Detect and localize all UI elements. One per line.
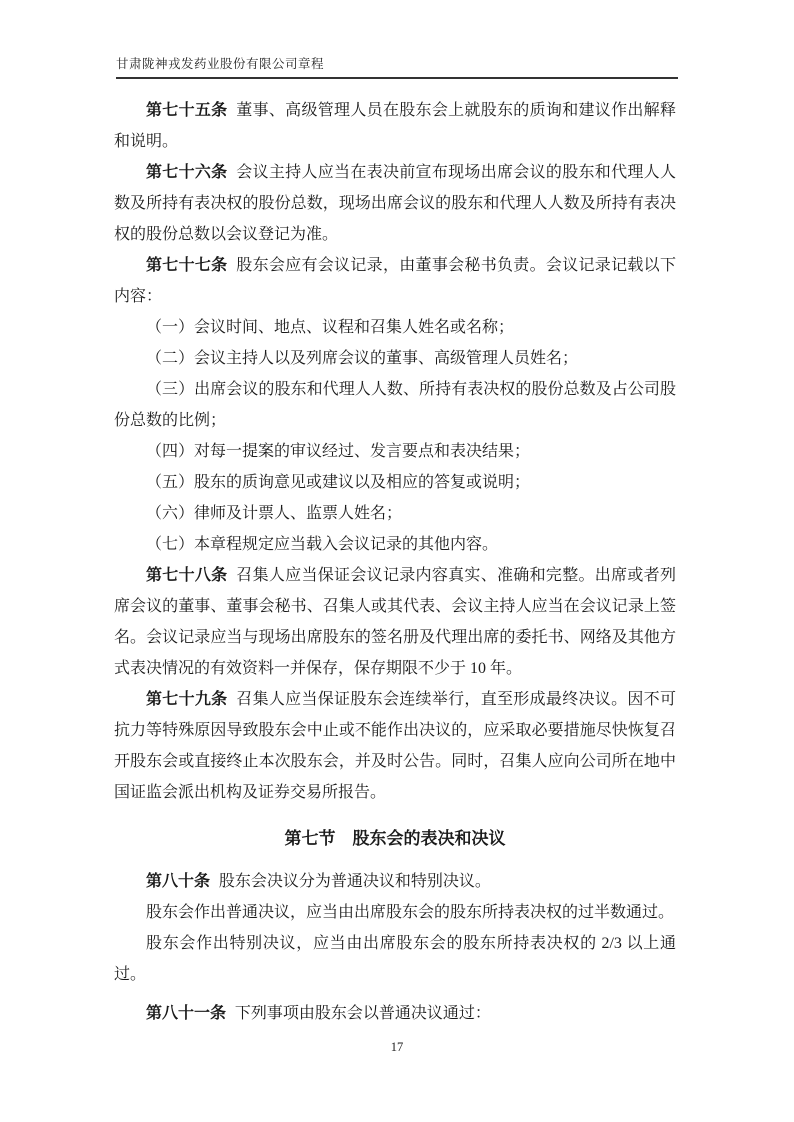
article-75-number: 第七十五条 <box>146 102 228 119</box>
article-79-number: 第七十九条 <box>146 691 228 708</box>
record-item-3: （三）出席会议的股东和代理人人数、所持有表决权的股份总数及占公司股份总数的比例； <box>114 381 676 429</box>
record-item-5: （五）股东的质询意见或建议以及相应的答复或说明； <box>146 474 531 491</box>
article-75-text: 董事、高级管理人员在股东会上就股东的质询和建议作出解释和说明。 <box>114 102 676 150</box>
article-81-number: 第八十一条 <box>146 1005 227 1022</box>
article-78-number: 第七十八条 <box>146 567 228 584</box>
record-item-6: （六）律师及计票人、监票人姓名； <box>146 505 403 522</box>
article-77-paragraph <box>114 250 676 312</box>
article-80-paragraph <box>114 866 676 897</box>
article-80-text: 股东会决议分为普通决议和特别决议。 <box>218 873 491 890</box>
page-header <box>116 54 678 79</box>
record-item-1: （一）会议时间、地点、议程和召集人姓名或名称； <box>146 319 515 336</box>
article-75-paragraph <box>114 95 676 157</box>
record-item-2: （二）会议主持人以及列席会议的董事、高级管理人员姓名； <box>146 350 579 367</box>
article-78-text: 召集人应当保证会议记录内容真实、准确和完整。出席或者列席会议的董事、董事会秘书、召集人或其代表、会议主持人应当在会议记录上签名。会议记录应当与现场出席股东的签名册及代理出席的委托书、网络及其他方式表决情况的有效资料一并保存，保存期限不少于 10 年。 <box>114 567 676 677</box>
article-81-text: 下列事项由股东会以普通决议通过： <box>234 1005 491 1022</box>
article-79-paragraph <box>114 684 676 808</box>
special-resolution-paragraph: 股东会作出特别决议，应当由出席股东会的股东所持表决权的 2/3 以上通过。 <box>114 935 676 983</box>
article-79-text: 召集人应当保证股东会连续举行，直至形成最终决议。因不可抗力等特殊原因导致股东会中止或不能作出决议的，应采取必要措施尽快恢复召开股东会或直接终止本次股东会，并及时公告。同时，召集人应向公司所在地中国证监会派出机构及证券交易所报告。 <box>114 691 676 801</box>
article-77-text: 股东会应有会议记录，由董事会秘书负责。会议记录记载以下内容： <box>114 257 676 305</box>
article-76-text: 会议主持人应当在表决前宣布现场出席会议的股东和代理人人数及所持有表决权的股份总数，现场出席会议的股东和代理人人数及所持有表决权的股份总数以会议登记为准。 <box>114 164 676 243</box>
record-item-7: （七）本章程规定应当载入会议记录的其他内容。 <box>146 536 499 553</box>
article-76-paragraph <box>114 157 676 250</box>
page-number: 17 <box>390 1040 404 1054</box>
document-body <box>114 95 676 1029</box>
record-item-4: （四）对每一提案的审议经过、发言要点和表决结果； <box>146 443 531 460</box>
ordinary-resolution-paragraph: 股东会作出普通决议，应当由出席股东会的股东所持表决权的过半数通过。 <box>146 904 675 921</box>
header-title: 甘肃陇神戎发药业股份有限公司章程 <box>116 57 325 71</box>
article-77-number: 第七十七条 <box>146 257 228 274</box>
section-7-heading: 第七节 股东会的表决和决议 <box>284 829 506 848</box>
article-80-number: 第八十条 <box>146 873 211 890</box>
article-81-paragraph <box>114 998 676 1029</box>
article-76-number: 第七十六条 <box>146 164 228 181</box>
article-78-paragraph <box>114 560 676 684</box>
